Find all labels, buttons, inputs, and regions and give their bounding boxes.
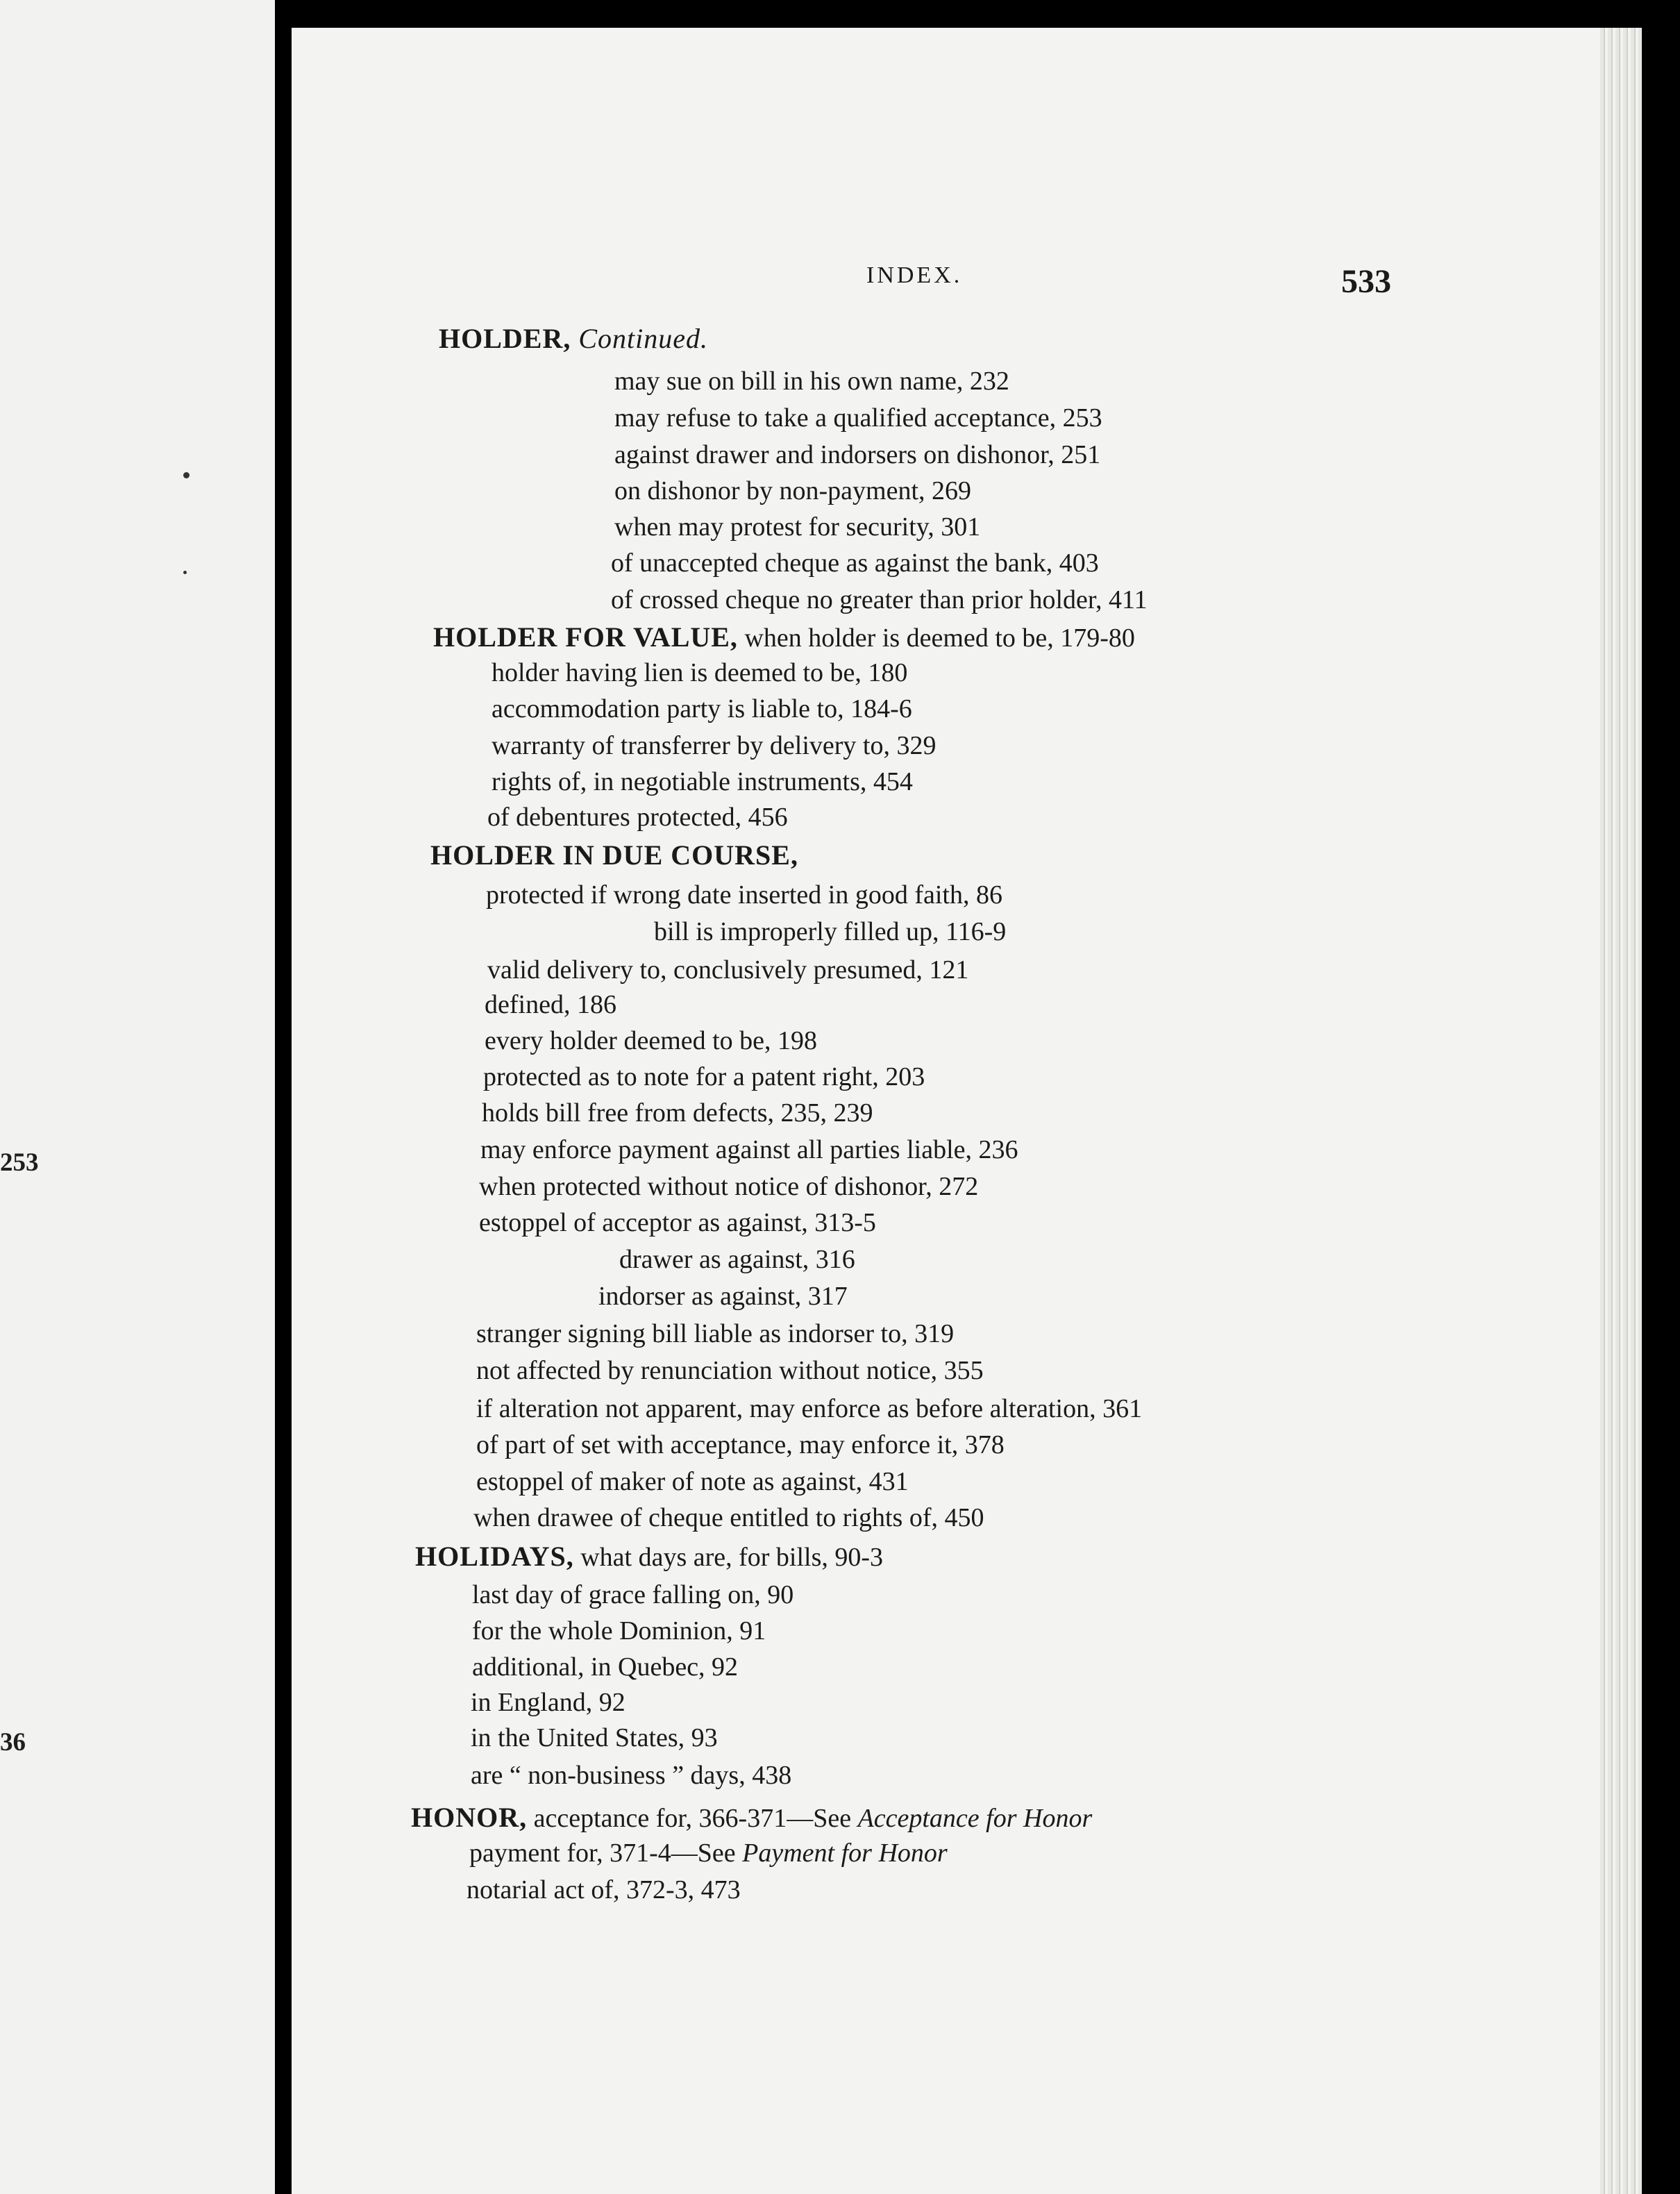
index-subentry: when protected without notice of dishonor, 272: [479, 1172, 979, 1201]
index-subentry: not affected by renunciation without notice, 355: [476, 1356, 984, 1385]
heading-term: HOLDER,: [439, 323, 571, 354]
margin-page-ref: 253: [0, 1148, 39, 1177]
index-subentry: if alteration not apparent, may enforce as before alteration, 361: [476, 1394, 1143, 1423]
index-subentry: against drawer and indorsers on dishonor, 251: [614, 440, 1101, 469]
subentry-text: payment for, 371-4—See: [469, 1839, 736, 1868]
index-subentry: are “ non-business ” days, 438: [471, 1761, 792, 1790]
index-subentry: on dishonor by non-payment, 269: [614, 476, 972, 505]
heading-term: HOLIDAYS,: [415, 1541, 574, 1572]
index-subentry: last day of grace falling on, 90: [472, 1580, 794, 1609]
margin-page-ref: 36: [0, 1728, 26, 1757]
index-heading: [411, 1804, 1092, 1832]
index-subentry: of unaccepted cheque as against the bank, 403: [611, 548, 1099, 578]
index-subentry: indorser as against, 317: [598, 1282, 848, 1311]
index-subentry: of part of set with acceptance, may enforce it, 378: [476, 1430, 1005, 1459]
index-subentry: may sue on bill in his own name, 232: [614, 367, 1009, 396]
cross-reference: Acceptance for Honor: [857, 1804, 1093, 1833]
index-subentry: estoppel of maker of note as against, 431: [476, 1467, 909, 1496]
heading-note: Continued.: [578, 323, 709, 354]
index-subentry: accommodation party is liable to, 184-6: [492, 694, 912, 723]
index-subentry: bill is improperly filled up, 116-9: [654, 917, 1007, 946]
index-subentry: protected if wrong date inserted in good faith, 86: [486, 880, 1002, 910]
index-subentry: valid delivery to, conclusively presumed, 121: [487, 955, 969, 985]
cross-reference: Payment for Honor: [742, 1839, 948, 1868]
index-subentry: may enforce payment against all parties liable, 236: [480, 1135, 1018, 1164]
index-subentry: every holder deemed to be, 198: [485, 1026, 818, 1055]
index-subentry: drawer as against, 316: [619, 1245, 855, 1274]
index-heading: [439, 325, 708, 353]
heading-text: what days are, for bills, 90-3: [580, 1543, 884, 1572]
heading-term: HONOR,: [411, 1802, 528, 1833]
ink-speck: [183, 571, 187, 574]
facing-page: [0, 0, 275, 2194]
ink-speck: [183, 472, 190, 478]
index-heading: HOLDER IN DUE COURSE,: [430, 839, 798, 871]
index-subentry: of crossed cheque no greater than prior holder, 411: [611, 585, 1148, 614]
page-edges: [1600, 28, 1642, 2194]
index-subentry: holds bill free from defects, 235, 239: [482, 1098, 873, 1128]
page-number: 533: [1341, 263, 1391, 300]
running-header: INDEX.: [866, 262, 963, 288]
index-subentry: defined, 186: [485, 990, 616, 1019]
index-heading: [433, 623, 1135, 651]
index-subentry: notarial act of, 372-3, 473: [467, 1875, 741, 1904]
index-subentry: additional, in Quebec, 92: [472, 1652, 739, 1682]
index-subentry: may refuse to take a qualified acceptance, 253: [614, 403, 1102, 433]
index-heading: [415, 1543, 883, 1571]
index-subentry: when drawee of cheque entitled to rights of, 450: [473, 1503, 984, 1532]
index-subentry: [469, 1840, 948, 1866]
index-subentry: in the United States, 93: [471, 1723, 718, 1752]
index-subentry: when may protest for security, 301: [614, 512, 981, 542]
heading-text: acceptance for, 366-371—See: [533, 1804, 852, 1833]
index-subentry: of debentures protected, 456: [487, 803, 788, 832]
index-subentry: stranger signing bill liable as indorser to, 319: [476, 1319, 955, 1348]
index-subentry: protected as to note for a patent right, 203: [483, 1062, 925, 1091]
heading-term: HOLDER FOR VALUE,: [433, 621, 738, 653]
index-subentry: for the whole Dominion, 91: [472, 1616, 766, 1646]
index-subentry: rights of, in negotiable instruments, 454: [492, 767, 913, 796]
index-subentry: warranty of transferrer by delivery to, 329: [492, 731, 936, 760]
heading-text: when holder is deemed to be, 179-80: [744, 623, 1135, 653]
index-subentry: in England, 92: [471, 1688, 625, 1717]
index-subentry: estoppel of acceptor as against, 313-5: [479, 1208, 876, 1237]
index-subentry: holder having lien is deemed to be, 180: [492, 658, 908, 687]
